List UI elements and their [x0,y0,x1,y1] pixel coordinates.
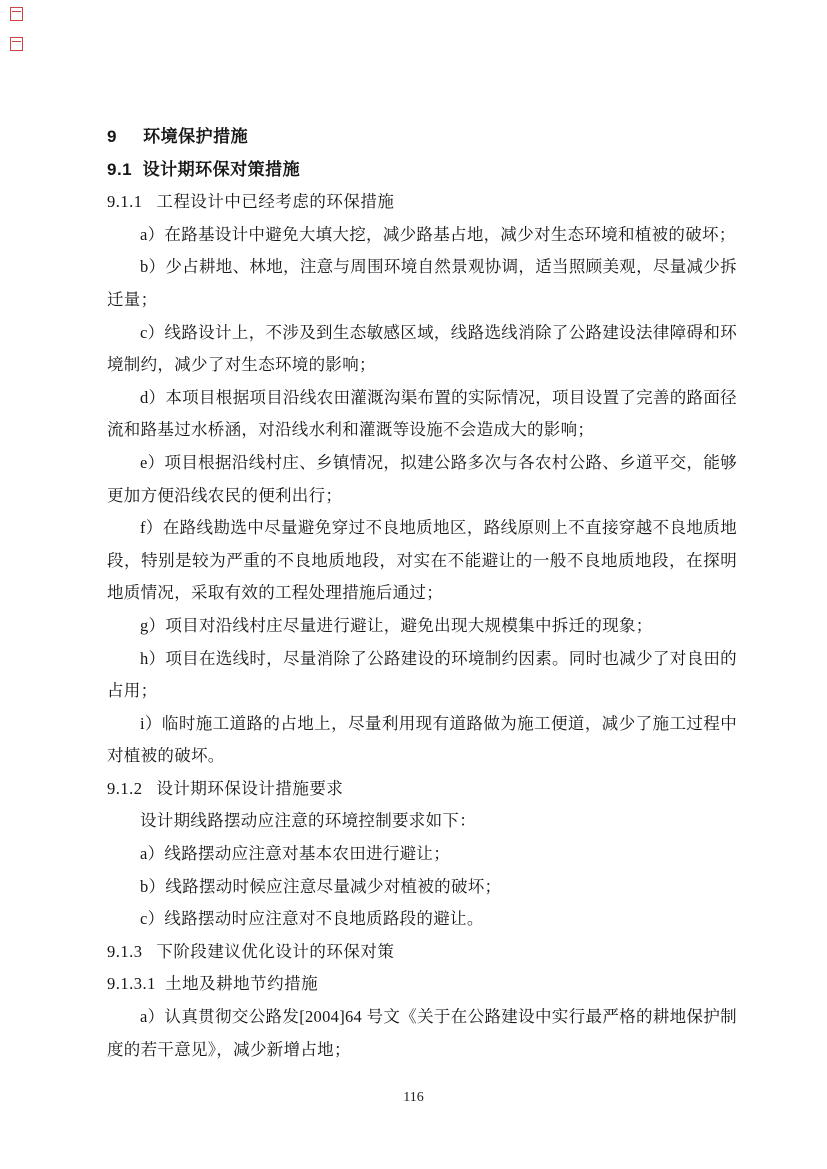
item-h: h）项目在选线时，尽量消除了公路建设的环境制约因素。同时也减少了对良田的占用； [107,648,737,701]
heading-9-1-1: 9.1.1 工程设计中已经考虑的环保措施 [107,192,395,212]
heading-9-1-2: 9.1.2 设计期环保设计措施要求 [107,778,344,798]
item-a: a）在路基设计中避免大填大挖，减少路基占地，减少对生态环境和植被的破坏； [140,224,736,244]
item-f: f）在路线勘选中尽量避免穿过不良地质地区，路线原则上不直接穿越不良地质地段，特别是较为严重的不良地质地段，对实在不能避让的一般不良地质地段，在探明地质情况，采取有效的工程处理措施后通过； [107,518,737,603]
red-watermark-icon [10,7,23,21]
item-b: b）少占耕地、林地，注意与周围环境自然景观协调，适当照顾美观，尽量减少拆迁量； [107,257,737,309]
heading-9-1-3: 9.1.3 下阶段建议优化设计的环保对策 [107,941,395,961]
heading-9-1: 9.1 设计期环保对策措施 [107,159,301,179]
item-c: c）线路设计上，不涉及到生态敏感区域，线路选线消除了公路建设法律障碍和环境制约，减少了对生态环境的影响； [107,322,737,375]
red-watermark-icon [10,37,23,51]
item-g: g）项目对沿线村庄尽量进行避让，避免出现大规模集中拆迁的现象； [140,615,653,635]
heading-9: 9 环境保护措施 [107,127,249,146]
item-i: i）临时施工道路的占地上，尽量利用现有道路做为施工便道，减少了施工过程中对植被的破坏。 [107,713,737,766]
swing-item-b: b）线路摆动时候应注意尽量减少对植被的破坏； [140,876,502,896]
swing-item-c: c）线路摆动时应注意对不良地质路段的避让。 [140,909,484,929]
item-e: e）项目根据沿线村庄、乡镇情况，拟建公路多次与各农村公路、乡道平交，能够更加方便沿线农民的便利出行； [107,452,737,505]
land-item-a: a）认真贯彻交公路发[2004]64 号文《关于在公路建设中实行最严格的耕地保护制度的若干意见》，减少新增占地； [107,1007,737,1059]
item-d: d）本项目根据项目沿线农田灌溉沟渠布置的实际情况，项目设置了完善的路面径流和路基过水桥涵，对沿线水利和灌溉等设施不会造成大的影响； [107,387,737,440]
document-body [107,121,737,1066]
intro-9-1-2: 设计期线路摆动应注意的环境控制要求如下： [140,811,476,831]
swing-item-a: a）线路摆动应注意对基本农田进行避让； [140,844,451,864]
heading-9-1-3-1: 9.1.3.1 土地及耕地节约措施 [107,974,319,994]
page-number: 116 [403,1090,424,1105]
